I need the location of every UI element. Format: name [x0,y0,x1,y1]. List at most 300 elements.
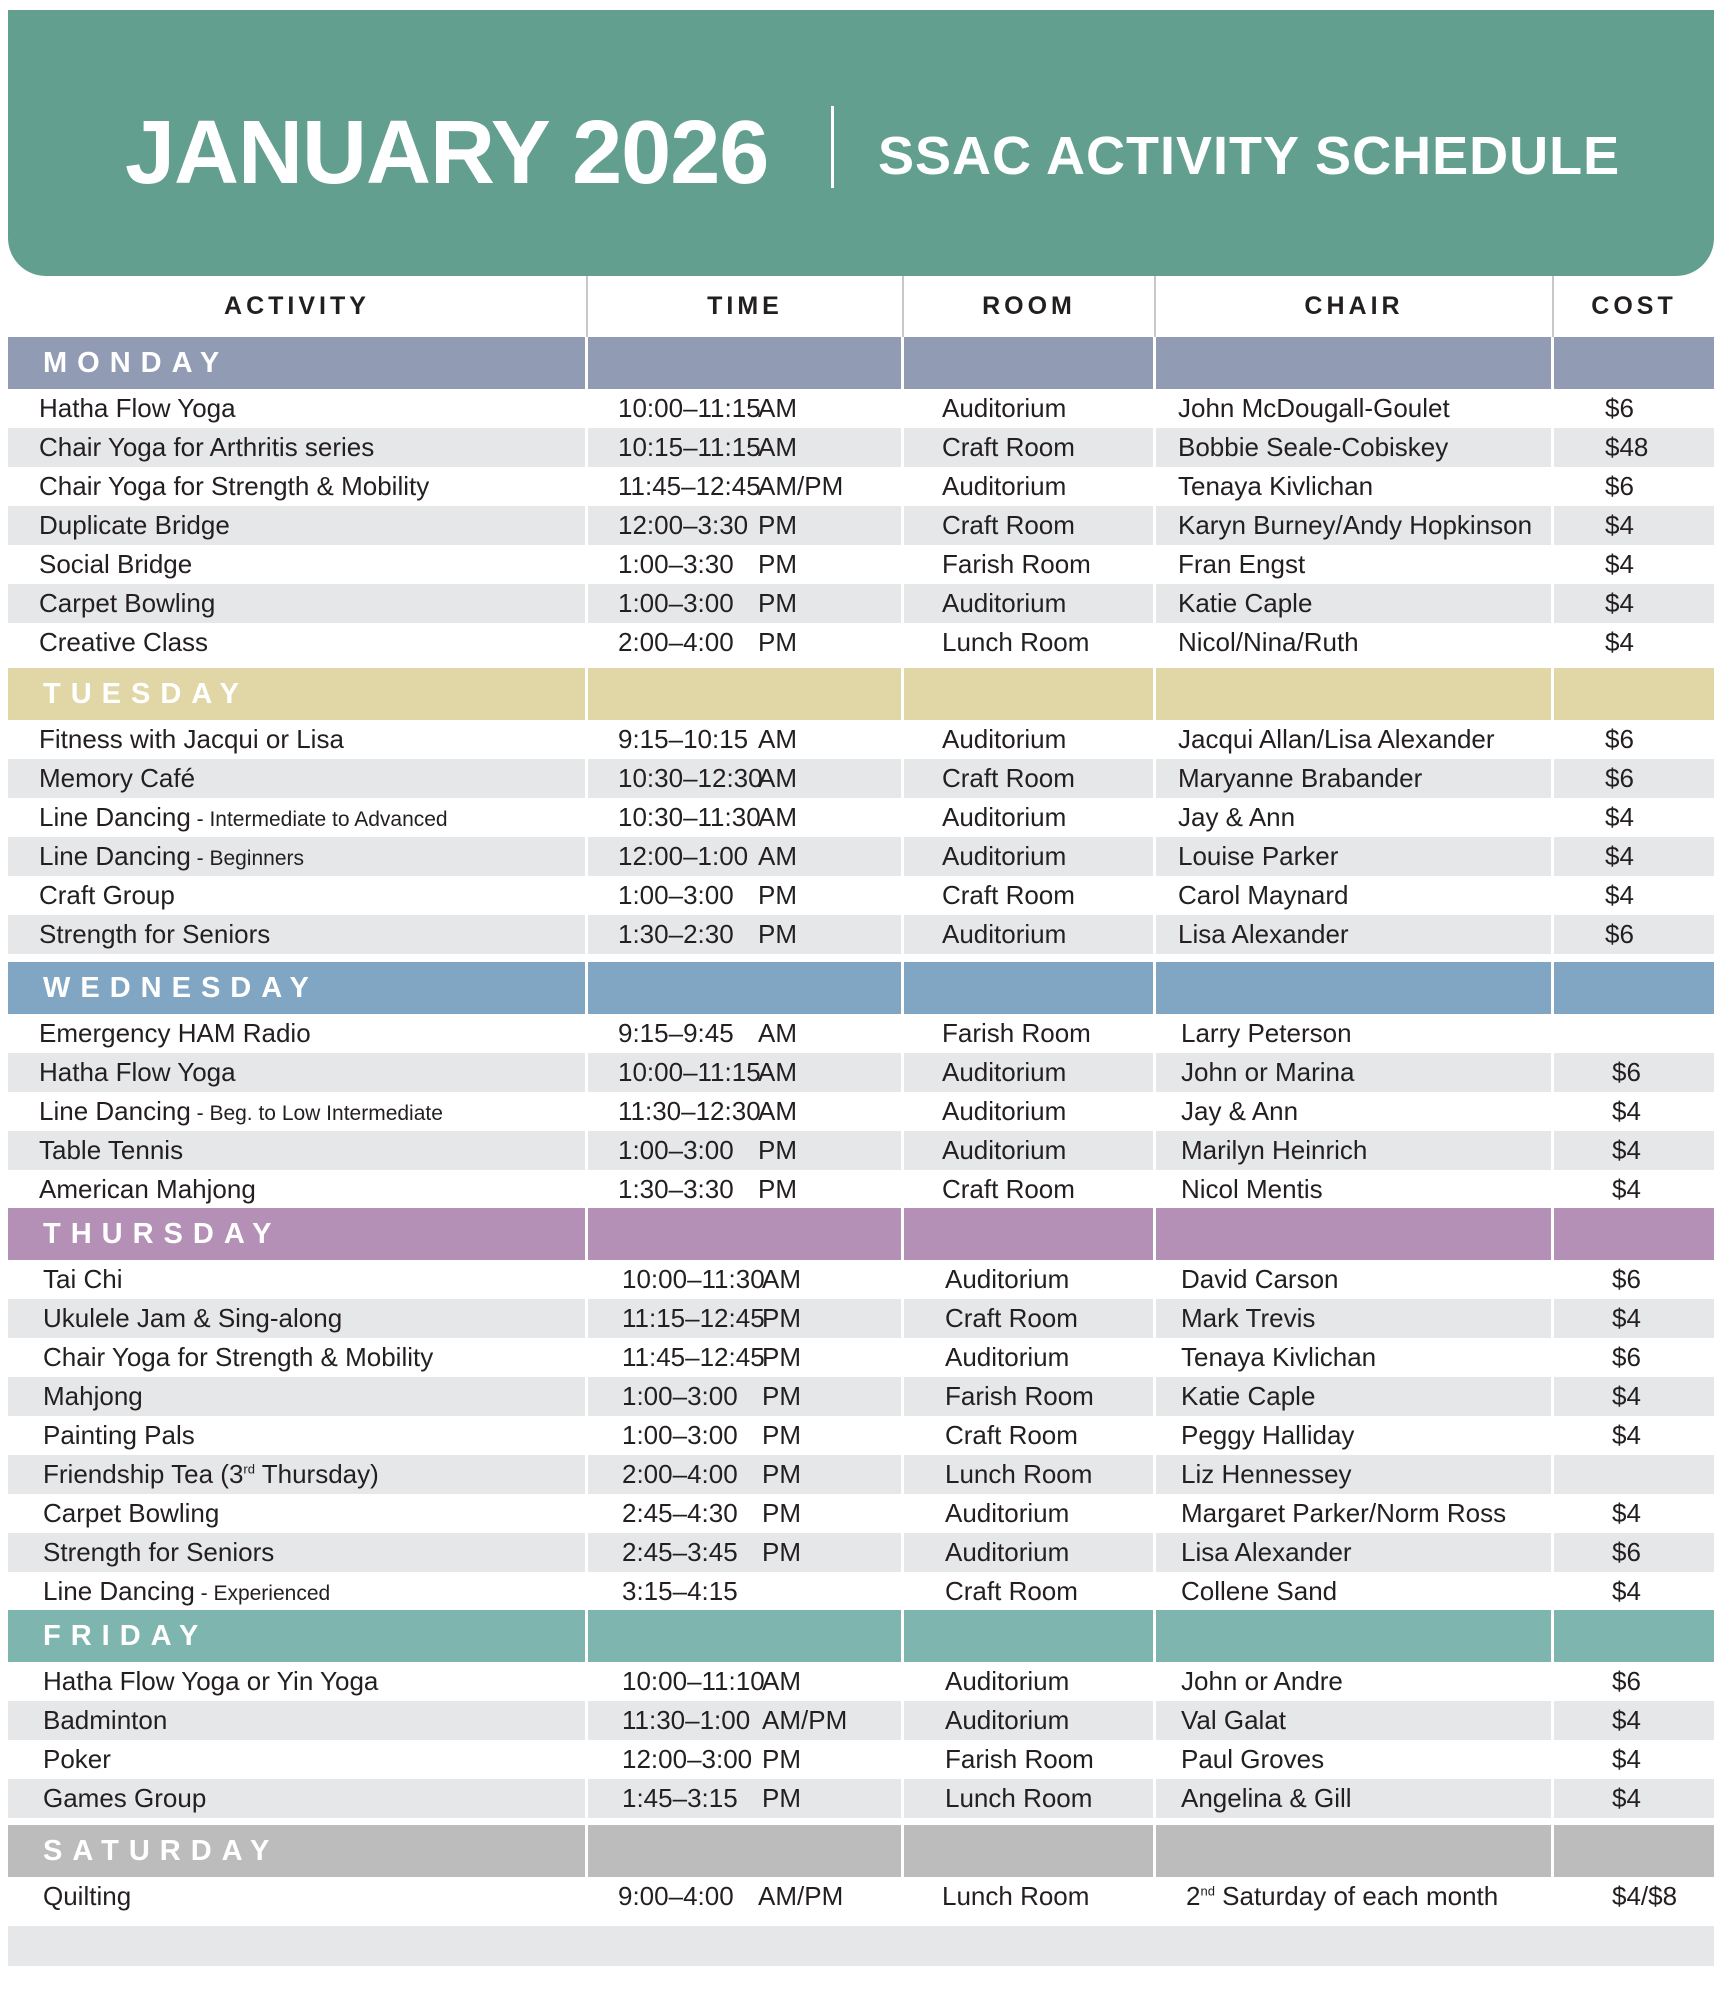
activity-name: Games Group [43,1783,207,1813]
cost-cell [1554,1455,1714,1494]
time-period: PM [758,1174,797,1204]
cost-cell: $6 [1605,393,1634,423]
time-cell [588,428,904,467]
chair-cell [1156,1701,1554,1740]
activity-name: Friendship Tea (3 [43,1459,244,1489]
time-range: 12:00–1:00 [618,841,749,871]
chair-cell [1156,1740,1554,1779]
saturday-rows [8,1877,1714,1997]
time-cell [588,1455,904,1494]
time-period: AM [758,1018,797,1048]
cost-cell: $4 [1612,1783,1641,1813]
activity-cell [8,428,588,467]
time-period: AM [762,1264,801,1294]
chair-cell [1156,506,1554,545]
time-cell [588,1877,904,1916]
schedule-row [8,1299,1714,1338]
cost-cell: $6 [1605,919,1634,949]
cost-cell: $4 [1612,1420,1641,1450]
time-period: PM [758,627,797,657]
column-header-time: TIME [588,276,904,337]
month-title: JANUARY 2026 [125,103,769,203]
room-cell: Lunch Room [904,1455,1156,1494]
chair-name: Carol Maynard [1178,880,1349,910]
cost-cell: $6 [1612,1342,1641,1372]
cost-cell: $4 [1612,1096,1641,1126]
chair-name: Mark Trevis [1181,1303,1316,1333]
cost-cell: $6 [1612,1537,1641,1567]
schedule-row-empty [8,1926,1714,1966]
cost-cell: $4 [1612,1576,1641,1606]
activity-cell [8,1877,588,1916]
chair-cell [1156,467,1554,506]
chair-cell [1156,876,1554,915]
chair-name: Jay & Ann [1181,1096,1299,1126]
schedule-row [8,1877,1714,1916]
room-cell: Auditorium [904,720,1156,759]
time-cell [588,467,904,506]
activity-cell [8,1455,588,1494]
time-range: 3:15–4:15 [622,1576,738,1606]
activity-cell [8,1662,588,1701]
activity-cell [8,1170,588,1209]
time-period: PM [758,510,797,540]
time-period: PM [762,1537,801,1567]
chair-cell [1156,1131,1554,1170]
cost-cell: $6 [1605,763,1634,793]
chair-name: Louise Parker [1178,841,1339,871]
activity-cell [8,623,588,662]
time-cell [588,1416,904,1455]
time-period: PM [758,919,797,949]
chair-name: Tenaya Kivlichan [1178,471,1374,501]
chair-cell [1156,389,1554,428]
activity-name: Table Tennis [39,1135,184,1165]
time-period: AM [758,802,797,832]
time-period: PM [762,1498,801,1528]
chair-cell [1156,1299,1554,1338]
chair-cell [1156,1170,1554,1209]
schedule-row [8,428,1714,467]
activity-cell [8,1740,588,1779]
time-cell [588,1260,904,1299]
time-range: 1:00–3:00 [622,1381,738,1411]
activity-name: Poker [43,1744,111,1774]
schedule-title: SSAC ACTIVITY SCHEDULE [878,126,1621,186]
time-range: 9:15–10:15 [618,724,749,754]
chair-cell [1156,1779,1554,1818]
chair-name: Larry Peterson [1181,1018,1352,1048]
chair-cell [1156,1014,1554,1053]
time-range: 9:00–4:00 [618,1881,734,1911]
time-cell [588,1014,904,1053]
time-period: AM [758,763,797,793]
cost-cell [1554,1014,1714,1053]
time-cell [588,584,904,623]
time-cell [588,1299,904,1338]
time-cell [588,1740,904,1779]
activity-name: Memory Café [39,763,196,793]
time-cell [588,1779,904,1818]
time-range: 10:30–12:30 [618,763,763,793]
time-cell [588,389,904,428]
column-header-row [8,276,1714,337]
time-cell [588,837,904,876]
activity-cell [8,1014,588,1053]
time-period: AM/PM [758,1881,844,1911]
wednesday-rows [8,1014,1714,1208]
time-range: 11:45–12:45 [618,471,761,501]
schedule-row [8,545,1714,584]
activity-name: Quilting [43,1881,132,1911]
activity-cell [8,1260,588,1299]
chair-cell [1156,1260,1554,1299]
activity-cell [8,720,588,759]
chair-cell [1156,915,1554,954]
time-period: PM [762,1744,801,1774]
time-period: AM/PM [762,1705,848,1735]
activity-name: Chair Yoga for Strength & Mobility [43,1342,434,1372]
day-header-thursday [8,1208,1714,1260]
time-cell [588,1662,904,1701]
cost-cell: $4/$8 [1612,1881,1678,1911]
time-range: 11:15–12:45 [622,1303,765,1333]
day-header-tuesday [8,668,1714,720]
activity-name: Line Dancing [43,1576,195,1606]
cost-cell: $6 [1605,724,1634,754]
cost-cell: $4 [1612,1498,1641,1528]
schedule-row [8,623,1714,662]
room-cell: Auditorium [904,467,1156,506]
cost-cell: $4 [1605,802,1634,832]
activity-cell [8,759,588,798]
chair-name: Peggy Halliday [1181,1420,1355,1450]
time-cell [588,759,904,798]
activity-name: Craft Group [39,880,175,910]
schedule-row [8,1572,1714,1611]
activity-name: Line Dancing [39,841,191,871]
time-range: 1:00–3:30 [618,549,734,579]
room-cell: Farish Room [904,1014,1156,1053]
chair-ordinal-suffix: nd [1200,1883,1215,1899]
activity-cell [8,1131,588,1170]
room-cell: Auditorium [904,1260,1156,1299]
room-cell: Craft Room [904,1416,1156,1455]
chair-cell [1156,720,1554,759]
schedule-row [8,1260,1714,1299]
activity-name: Tai Chi [43,1264,123,1294]
activity-level: - Experienced [194,1582,331,1605]
time-cell [588,915,904,954]
time-cell [588,1053,904,1092]
activity-level: - Beginners [190,847,305,870]
day-header-wednesday [8,962,1714,1014]
activity-name: Painting Pals [43,1420,195,1450]
chair-cell [1156,1377,1554,1416]
schedule-row [8,467,1714,506]
room-cell: Lunch Room [904,623,1156,662]
cost-cell: $4 [1605,588,1634,618]
schedule-row [8,1131,1714,1170]
schedule-row [8,1701,1714,1740]
activity-cell [8,837,588,876]
time-range: 10:15–11:15 [618,432,761,462]
chair-cell [1156,1877,1554,1916]
activity-name: Mahjong [43,1381,143,1411]
chair-cell [1156,623,1554,662]
activity-cell [8,1299,588,1338]
chair-name: Marilyn Heinrich [1181,1135,1368,1165]
time-range: 1:45–3:15 [622,1783,738,1813]
room-cell: Auditorium [904,1053,1156,1092]
time-range: 10:00–11:30 [622,1264,765,1294]
schedule-row [8,915,1714,954]
time-period: PM [762,1420,801,1450]
room-cell: Auditorium [904,915,1156,954]
cost-cell: $4 [1605,841,1634,871]
schedule-row [8,1533,1714,1572]
cost-cell: $4 [1612,1174,1641,1204]
day-label: THURSDAY [43,1218,282,1250]
activity-name: Carpet Bowling [43,1498,220,1528]
activity-name: Hatha Flow Yoga or Yin Yoga [43,1666,379,1696]
chair-name: Saturday of each month [1214,1881,1499,1911]
schedule-row [8,876,1714,915]
room-cell: Craft Room [904,1572,1156,1611]
room-cell: Auditorium [904,1494,1156,1533]
activity-cell [8,1338,588,1377]
cost-cell: $6 [1612,1057,1641,1087]
activity-cell [8,1494,588,1533]
time-cell [588,798,904,837]
day-label: WEDNESDAY [43,972,319,1004]
activity-name: Creative Class [39,627,209,657]
activity-name: Line Dancing [39,802,191,832]
schedule-row [8,506,1714,545]
time-period: PM [762,1459,801,1489]
chair-name: Paul Groves [1181,1744,1325,1774]
activity-cell [8,915,588,954]
chair-name: Angelina & Gill [1181,1783,1352,1813]
time-range: 12:00–3:00 [622,1744,753,1774]
day-label: TUESDAY [43,678,249,710]
schedule-row [8,1494,1714,1533]
column-header-room: ROOM [904,276,1156,337]
schedule-row [8,1092,1714,1131]
chair-name: Nicol Mentis [1181,1174,1323,1204]
schedule-row [8,389,1714,428]
day-label: FRIDAY [43,1620,209,1652]
cost-cell: $4 [1612,1744,1641,1774]
time-period: AM [758,724,797,754]
time-period: AM [762,1666,801,1696]
activity-suffix: Thursday) [254,1459,379,1489]
chair-cell [1156,798,1554,837]
time-range: 11:30–12:30 [618,1096,761,1126]
activity-name: Emergency HAM Radio [39,1018,311,1048]
chair-cell [1156,1572,1554,1611]
chair-cell [1156,759,1554,798]
room-cell: Auditorium [904,1701,1156,1740]
room-cell: Craft Room [904,506,1156,545]
time-range: 9:15–9:45 [618,1018,734,1048]
activity-cell [8,1092,588,1131]
time-range: 10:30–11:30 [618,802,761,832]
activity-cell [8,467,588,506]
schedule-row [8,837,1714,876]
time-cell [588,1131,904,1170]
cost-cell: $4 [1605,549,1634,579]
time-cell [588,720,904,759]
cost-cell: $4 [1605,510,1634,540]
cost-cell: $4 [1605,880,1634,910]
activity-name: Duplicate Bridge [39,510,230,540]
schedule-row [8,1740,1714,1779]
cost-cell: $6 [1612,1264,1641,1294]
activity-cell [8,1701,588,1740]
room-cell: Craft Room [904,428,1156,467]
chair-name: Collene Sand [1181,1576,1338,1606]
time-cell [588,1572,904,1611]
chair-cell [1156,1533,1554,1572]
time-range: 2:45–4:30 [622,1498,738,1528]
time-range: 2:00–4:00 [622,1459,738,1489]
activity-name: Strength for Seniors [43,1537,275,1567]
tuesday-rows [8,720,1714,962]
activity-cell [8,798,588,837]
activity-cell [8,389,588,428]
schedule-row [8,1170,1714,1209]
chair-name: Lisa Alexander [1181,1537,1352,1567]
time-period: PM [762,1342,801,1372]
cost-cell: $4 [1612,1303,1641,1333]
chair-name: Val Galat [1181,1705,1287,1735]
friday-rows [8,1662,1714,1825]
monday-rows [8,389,1714,668]
room-cell: Craft Room [904,1170,1156,1209]
time-range: 2:00–4:00 [618,627,734,657]
activity-name: Chair Yoga for Strength & Mobility [39,471,430,501]
time-range: 1:00–3:00 [618,588,734,618]
day-header-friday [8,1610,1714,1662]
time-cell [588,1170,904,1209]
time-period: AM [758,393,797,423]
cost-cell: $4 [1612,1381,1641,1411]
activity-level: - Intermediate to Advanced [190,808,448,831]
room-cell: Lunch Room [904,1779,1156,1818]
schedule-row [8,1662,1714,1701]
room-cell: Auditorium [904,798,1156,837]
activity-ordinal: rd [243,1461,255,1477]
schedule-header [8,10,1714,276]
time-range: 1:00–3:00 [618,1135,734,1165]
room-cell: Lunch Room [904,1877,1156,1916]
activity-cell [8,1053,588,1092]
time-period: AM [758,841,797,871]
time-period: PM [762,1303,801,1333]
schedule-row [8,1416,1714,1455]
day-label: MONDAY [43,347,230,379]
time-period: PM [758,549,797,579]
cost-cell: $4 [1612,1135,1641,1165]
time-range: 2:45–3:45 [622,1537,738,1567]
schedule-table [8,276,1714,1997]
chair-cell [1156,837,1554,876]
day-header-monday [8,337,1714,389]
cost-cell: $4 [1612,1705,1641,1735]
chair-cell [1156,1053,1554,1092]
time-range: 1:30–2:30 [618,919,734,949]
chair-name: Liz Hennessey [1181,1459,1352,1489]
time-cell [588,1338,904,1377]
chair-name: John or Andre [1181,1666,1343,1696]
time-range: 10:00–11:15 [618,1057,761,1087]
time-period: AM [758,1057,797,1087]
activity-cell [8,1572,588,1611]
schedule-row [8,759,1714,798]
room-cell: Auditorium [904,1533,1156,1572]
room-cell: Auditorium [904,1338,1156,1377]
activity-name: Badminton [43,1705,168,1735]
activity-level: - Beg. to Low Intermediate [190,1102,443,1125]
chair-name: David Carson [1181,1264,1339,1294]
activity-cell [8,1377,588,1416]
room-cell: Craft Room [904,1299,1156,1338]
column-header-cost: COST [1591,292,1677,320]
chair-name: Katie Caple [1181,1381,1316,1411]
room-cell: Craft Room [904,876,1156,915]
time-period: PM [758,1135,797,1165]
day-label: SATURDAY [43,1835,280,1867]
activity-name: Hatha Flow Yoga [39,393,236,423]
chair-cell [1156,1662,1554,1701]
time-period: PM [758,880,797,910]
schedule-row [8,584,1714,623]
chair-ordinal-number: 2 [1186,1881,1201,1911]
time-period: AM/PM [758,471,844,501]
cost-cell: $48 [1605,432,1649,462]
activity-cell [8,876,588,915]
room-cell: Auditorium [904,1131,1156,1170]
chair-name: Jacqui Allan/Lisa Alexander [1178,724,1495,754]
time-cell [588,506,904,545]
cost-cell: $6 [1612,1666,1641,1696]
activity-cell [8,584,588,623]
time-period: PM [762,1381,801,1411]
chair-name: Margaret Parker/Norm Ross [1181,1498,1507,1528]
schedule-row [8,1053,1714,1092]
room-cell: Farish Room [904,545,1156,584]
schedule-row [8,1779,1714,1818]
time-range: 1:30–3:30 [618,1174,734,1204]
room-cell: Farish Room [904,1377,1156,1416]
chair-cell [1156,428,1554,467]
chair-cell [1156,584,1554,623]
time-range: 10:00–11:10 [622,1666,765,1696]
chair-cell [1156,1416,1554,1455]
chair-cell [1156,545,1554,584]
activity-cell [8,506,588,545]
chair-name: Katie Caple [1178,588,1313,618]
chair-name: Fran Engst [1178,549,1306,579]
time-cell [588,545,904,584]
room-cell: Auditorium [904,837,1156,876]
time-cell [588,1701,904,1740]
chair-cell [1156,1338,1554,1377]
chair-cell [1156,1455,1554,1494]
cost-cell: $4 [1605,627,1634,657]
schedule-row [8,1014,1714,1053]
